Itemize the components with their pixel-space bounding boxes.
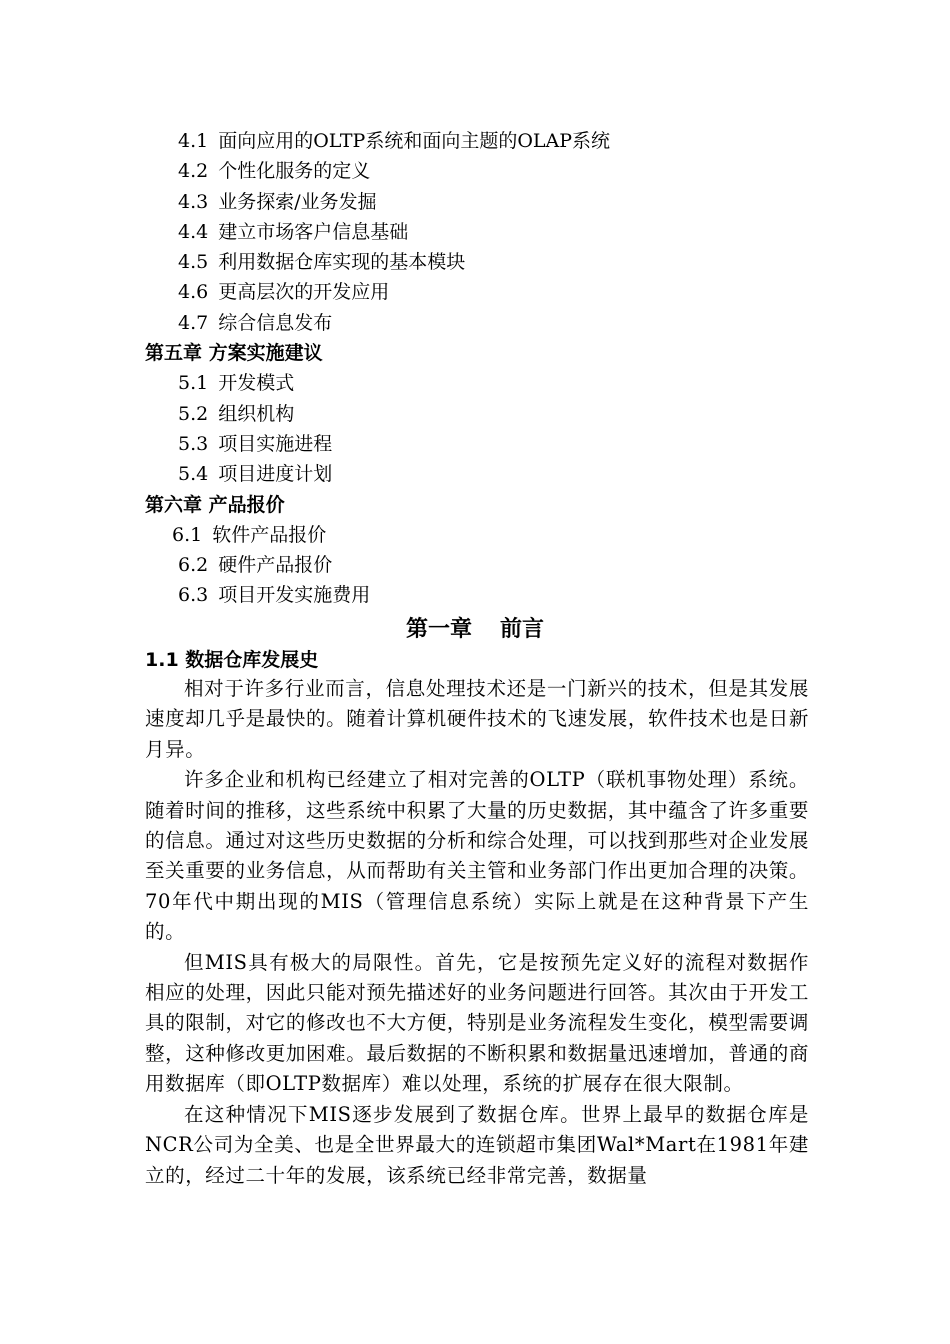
toc-item-number: 6.1 [172, 523, 203, 546]
table-of-contents [0, 126, 950, 611]
toc-chapter-heading[interactable]: 第六章 产品报价 [145, 493, 285, 516]
toc-item-number: 4.5 [178, 251, 209, 274]
toc-item[interactable] [0, 580, 950, 610]
toc-item[interactable] [0, 459, 950, 489]
toc-item-label: 组织机构 [218, 402, 295, 425]
paragraph: 许多企业和机构已经建立了相对完善的OLTP（联机事物处理）系统。随着时间的推移，这些系统中积累了大量的历史数据，其中蕴含了许多重要的信息。通过对这些历史数据的分析和综合处理，可以找到那些对企业发展至关重要的业务信息，从而帮助有关主管和业务部门作出更加合理的决策。70年代中期出现的MIS（管理信息系统）实际上就是在这种背景下产生的。 [145, 768, 809, 944]
toc-item-label: 硬件产品报价 [218, 554, 333, 577]
toc-item-number: 5.2 [178, 402, 209, 425]
body-text [145, 674, 809, 1191]
toc-item-number: 5.3 [178, 432, 209, 455]
toc-item-label: 开发模式 [218, 372, 295, 395]
toc-item[interactable] [0, 429, 950, 459]
section-title: 1.1 数据仓库发展史 [145, 649, 319, 671]
chapter-number: 第一章 [405, 617, 472, 642]
toc-item[interactable] [0, 126, 950, 156]
toc-chapter-heading[interactable]: 第五章 方案实施建议 [145, 342, 323, 365]
toc-item-number: 4.2 [178, 160, 209, 183]
toc-item-label: 建立市场客户信息基础 [218, 220, 409, 243]
toc-item-label: 个性化服务的定义 [218, 160, 371, 183]
paragraph: 在这种情况下MIS逐步发展到了数据仓库。世界上最早的数据仓库是NCR公司为全美、也是全世界最大的连锁超市集团Wal*Mart在1981年建立的，经过二十年的发展，该系统已经非常完善，数据量 [145, 1102, 809, 1187]
toc-item-number: 6.3 [178, 584, 209, 607]
toc-item-number: 4.6 [178, 281, 209, 304]
toc-item[interactable] [0, 520, 950, 550]
toc-item-label: 项目进度计划 [218, 463, 333, 486]
toc-item[interactable] [0, 247, 950, 277]
chapter-title [0, 612, 950, 648]
toc-item-label: 面向应用的OLTP系统和面向主题的OLAP系统 [218, 130, 611, 152]
toc-item-number: 4.3 [178, 190, 209, 213]
toc-item-label: 利用数据仓库实现的基本模块 [218, 251, 466, 274]
toc-item[interactable] [0, 156, 950, 186]
toc-item[interactable] [0, 277, 950, 307]
toc-item-label: 更高层次的开发应用 [218, 281, 390, 304]
toc-item[interactable] [0, 550, 950, 580]
paragraph: 但MIS具有极大的局限性。首先，它是按预先定义好的流程对数据作相应的处理，因此只能对预先描述好的业务问题进行回答。其次由于开发工具的限制，对它的修改也不大方便，特别是业务流程发生变化，模型需要调整，这种修改更加困难。最后数据的不断积累和数据量迅速增加，普通的商用数据库（即OLTP数据库）难以处理，系统的扩展存在很大限制。 [145, 950, 809, 1096]
toc-item-label: 业务探索/业务发掘 [218, 190, 377, 213]
toc-item-number: 4.7 [178, 311, 209, 334]
toc-item-number: 5.4 [178, 463, 209, 486]
toc-item-label: 项目开发实施费用 [218, 584, 371, 607]
toc-item-number: 5.1 [178, 372, 209, 395]
toc-item-label: 项目实施进程 [218, 432, 333, 455]
paragraph: 相对于许多行业而言，信息处理技术还是一门新兴的技术，但是其发展速度却几乎是最快的。随着计算机硬件技术的飞速发展，软件技术也是日新月异。 [145, 677, 809, 761]
toc-item-number: 4.4 [178, 220, 209, 243]
chapter-name: 前言 [500, 617, 545, 642]
toc-item-number: 6.2 [178, 554, 209, 577]
toc-item[interactable] [0, 187, 950, 217]
toc-item-label: 软件产品报价 [212, 523, 327, 546]
toc-item[interactable] [0, 399, 950, 429]
toc-item[interactable] [0, 308, 950, 338]
toc-item[interactable] [0, 368, 950, 398]
toc-item[interactable] [0, 217, 950, 247]
toc-item-number: 4.1 [178, 130, 209, 152]
toc-item-label: 综合信息发布 [218, 311, 333, 334]
